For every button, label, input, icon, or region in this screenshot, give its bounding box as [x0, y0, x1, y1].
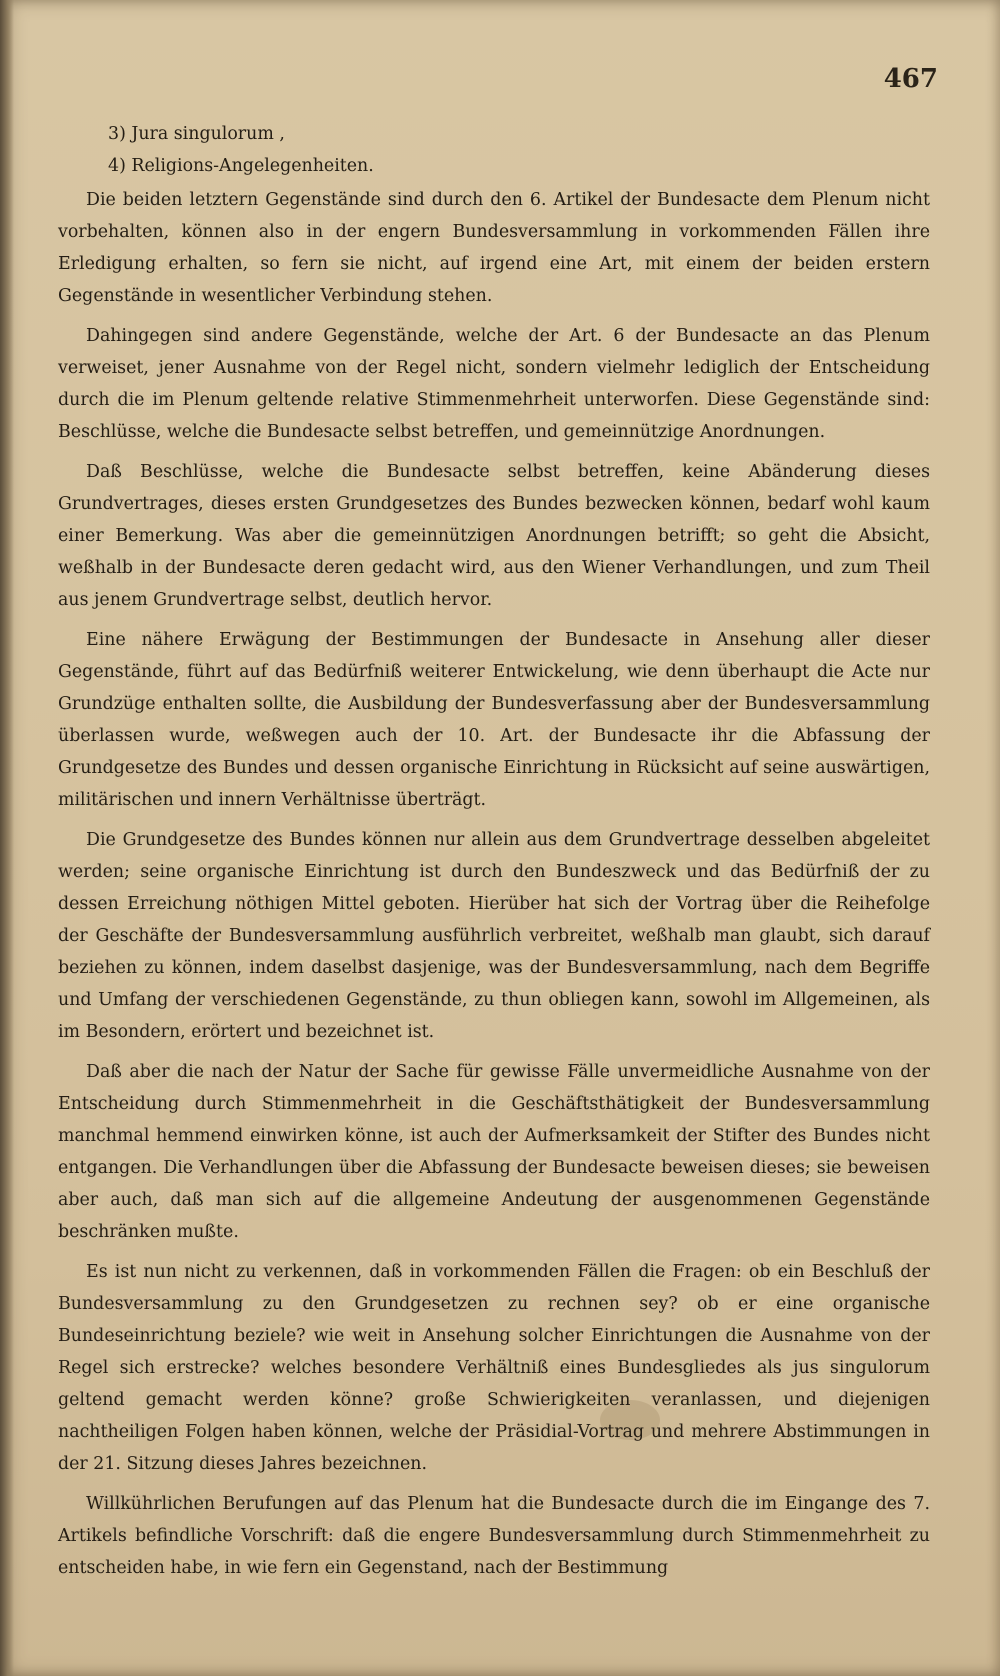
page-binding-edge — [0, 0, 14, 1676]
paragraph-5: Die Grundgesetze des Bundes können nur allein aus dem Grundvertrage desselben abgeleitet werden; seine organische Einrichtung ist durch den Bundeszweck und das Bedürfniß der zu dessen Erreichung nöthigen Mittel geboten. Hierüber hat sich der Vortrag über die Reihefolge der Geschäfte der Bundesversammlung ausführlich verbreitet, weßhalb man glaubt, sich darauf beziehen zu können, indem daselbst dasjenige, was der Bundesversammlung, nach dem Begriffe und Umfang der verschiedenen Gegenstände, zu thun obliegen kann, sowohl im Allgemeinen, als im Besondern, erörtert und bezeichnet ist. — [58, 830, 930, 1042]
paragraph-8: Willkührlichen Berufungen auf das Plenum hat die Bundesacte durch die im Eingange des 7. Artikels befindliche Vorschrift: daß die engere Bundesversammlung durch Stimmenmehrheit zu entscheiden habe, in wie fern ein Gegenstand, nach der Bestimmung — [58, 1494, 930, 1578]
page-number: 467 — [883, 64, 938, 94]
page-body — [58, 118, 930, 1584]
paragraph-2: Dahingegen sind andere Gegenstände, welche der Art. 6 der Bundesacte an das Plenum verweiset, jener Ausnahme von der Regel nicht, sondern vielmehr lediglich der Entscheidung durch die im Plenum geltende relative Stimmenmehrheit unterworfen. Diese Gegenstände sind: Beschlüsse, welche die Bundesacte selbst betreffen, und gemeinnützige Anordnungen. — [58, 326, 930, 442]
paragraph-1: Die beiden letztern Gegenstände sind durch den 6. Artikel der Bundesacte dem Plenum nicht vorbehalten, können also in der engern Bundesversammlung in vorkommenden Fällen ihre Erledigung erhalten, so fern sie nicht, auf irgend eine Art, mit einem der beiden erstern Gegenstände in wesentlicher Verbindung stehen. — [58, 190, 930, 306]
paragraph-4: Eine nähere Erwägung der Bestimmungen der Bundesacte in Ansehung aller dieser Gegenstände, führt auf das Bedürfniß weiterer Entwickelung, wie denn überhaupt die Acte nur Grundzüge enthalten sollte, die Ausbildung der Bundesverfassung aber der Bundesversammlung überlassen wurde, weßwegen auch der 10. Art. der Bundesacte ihr die Abfassung der Grundgesetze des Bundes und dessen organische Einrichtung in Rücksicht auf seine auswärtigen, militärischen und innern Verhältnisse überträgt. — [58, 630, 930, 810]
paragraph-6: Daß aber die nach der Natur der Sache für gewisse Fälle unvermeidliche Ausnahme von der Entscheidung durch Stimmenmehrheit in die Geschäftsthätigkeit der Bundesversammlung manchmal hemmend einwirken könne, ist auch der Aufmerksamkeit der Stifter des Bundes nicht entgangen. Die Verhandlungen über die Abfassung der Bundesacte beweisen dieses; sie beweisen aber auch, daß man sich auf die allgemeine Andeutung der ausgenommenen Gegenstände beschränken mußte. — [58, 1062, 930, 1242]
paragraph-3: Daß Beschlüsse, welche die Bundesacte selbst betreffen, keine Abänderung dieses Grundvertrages, dieses ersten Grundgesetzes des Bundes bezwecken können, bedarf wohl kaum einer Bemerkung. Was aber die gemeinnützigen Anordnungen betrifft; so geht die Absicht, weßhalb in der Bundesacte deren gedacht wird, aus den Wiener Verhandlungen, und zum Theil aus jenem Grundvertrage selbst, deutlich hervor. — [58, 462, 930, 610]
list-item-4: 4) Religions-Angelegenheiten. — [108, 156, 374, 176]
list-item-3: 3) Jura singulorum , — [108, 124, 285, 144]
paragraph-7: Es ist nun nicht zu verkennen, daß in vorkommenden Fällen die Fragen: ob ein Beschluß der Bundesversammlung zu den Grundgesetzen zu rechnen sey? ob er eine organische Bundeseinrichtung beziele? wie weit in Ansehung solcher Einrichtungen die Ausnahme von der Regel sich erstrecke? welches besondere Verhältniß eines Bundesgliedes als jus singulorum geltend gemacht werden könne? große Schwierigkeiten veranlassen, und diejenigen nachtheiligen Folgen haben können, welche der Präsidial-Vortrag und mehrere Abstimmungen in der 21. Sitzung dieses Jahres bezeichnen. — [58, 1262, 930, 1474]
